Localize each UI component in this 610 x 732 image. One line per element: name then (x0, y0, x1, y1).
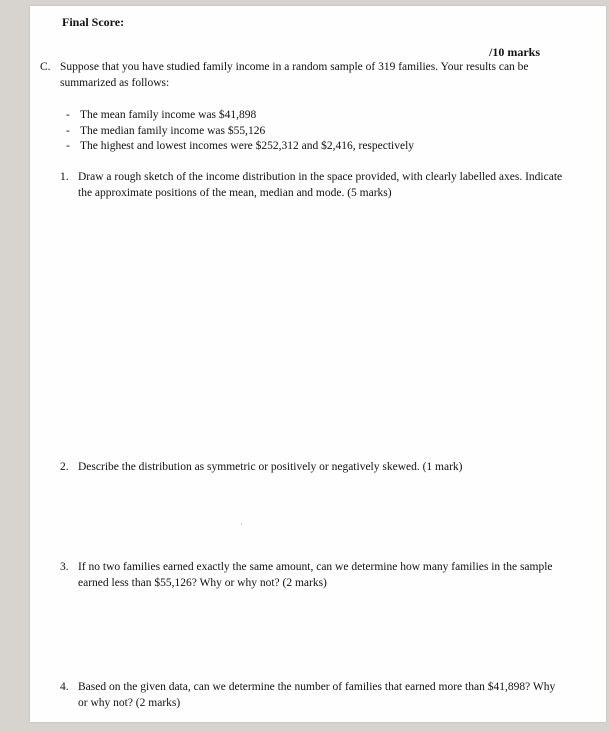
question-1-text: Draw a rough sketch of the income distribution in the space provided, with clearly labelled axes. Indicate the approximate positions of the mean, median and mode. (5 marks) (78, 171, 563, 199)
section-c (40, 60, 560, 91)
question-2-number: 2. (60, 461, 69, 473)
bullet-dash: - (66, 140, 70, 153)
bullet-highest-lowest-income: The highest and lowest incomes were $252,312 and $2,416, respectively (80, 140, 415, 153)
question-2 (60, 460, 565, 476)
question-3 (60, 560, 565, 591)
bullet-mean-income: The mean family income was $41,898 (80, 109, 257, 121)
bullet-dash: - (66, 109, 70, 121)
section-c-text: Suppose that you have studied family income in a random sample of 319 families. Your results can be summarized as follows: (60, 61, 529, 89)
section-c-label: C. (40, 61, 51, 73)
bullet-median-income: The median family income was $55,126 (80, 124, 266, 137)
summary-bullet-list (66, 108, 546, 155)
final-score-label: Final Score: (62, 15, 125, 29)
question-4-number: 4. (60, 681, 69, 693)
question-4 (60, 680, 565, 711)
list-item (66, 108, 546, 124)
document-page (30, 6, 606, 722)
question-3-number: 3. (60, 561, 69, 573)
marks-total-label: /10 marks (489, 45, 540, 59)
question-1 (60, 170, 565, 201)
list-item (66, 139, 546, 155)
question-1-number: 1. (60, 171, 69, 183)
bullet-dash: - (66, 124, 70, 137)
scan-artifact-dot: · (240, 519, 243, 529)
question-3-text: If no two families earned exactly the same amount, can we determine how many families in the sample earned less than $55,126? Why or why not? (2 marks) (78, 561, 553, 589)
list-item (66, 124, 546, 140)
question-4-text: Based on the given data, can we determine the number of families that earned more than $41,898? Why or why not? (2 marks) (78, 681, 556, 709)
question-2-text: Describe the distribution as symmetric or positively or negatively skewed. (1 mark) (78, 461, 463, 473)
